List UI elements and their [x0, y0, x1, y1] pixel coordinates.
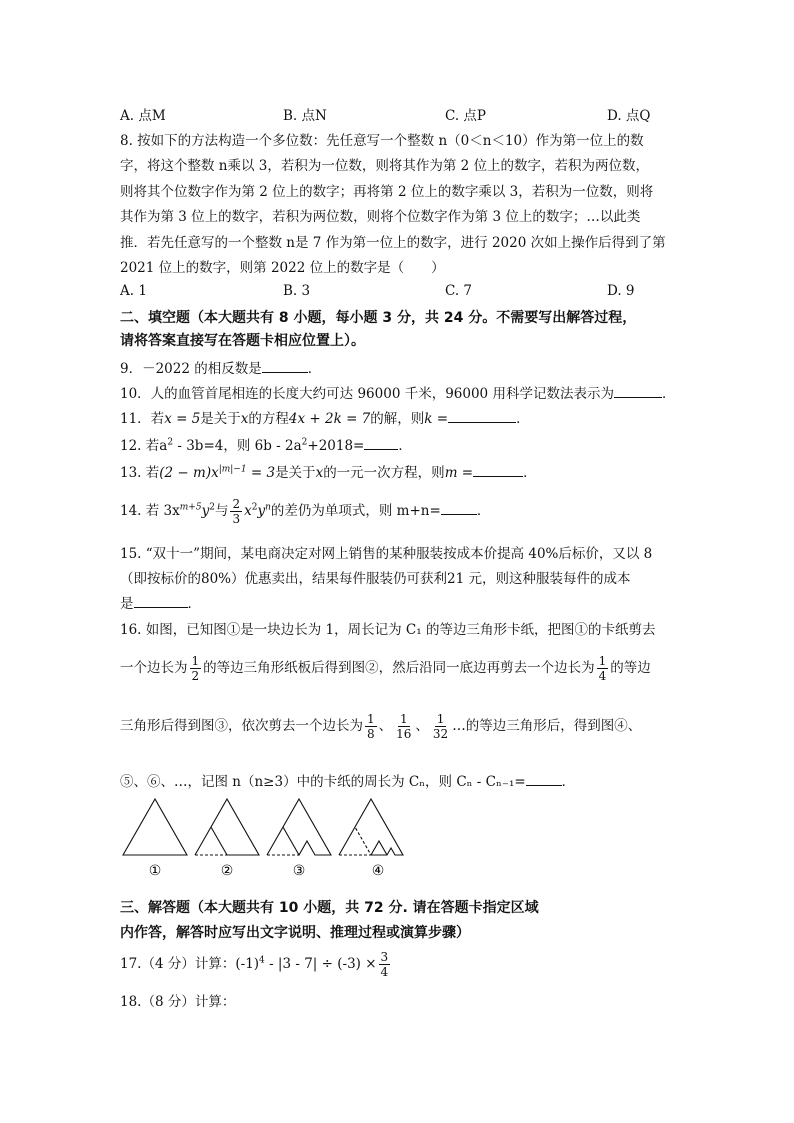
q12-answer-blank — [364, 437, 398, 450]
figure-3-shape — [267, 799, 331, 855]
q16-triangle-figures — [118, 795, 418, 881]
q17 — [120, 950, 392, 979]
q16-sep-1: 、 — [378, 718, 393, 734]
q16-l2-a: 一个边长为 — [120, 660, 188, 676]
q11-prefix: 11．若 — [120, 411, 165, 427]
q16-frac-half-num: 1 — [191, 654, 200, 668]
q16-f3-den: 32 — [432, 727, 449, 741]
q18: 18.（8 分）计算： — [120, 994, 236, 1010]
q15-answer-blank — [134, 595, 188, 608]
q16-line-2 — [120, 654, 651, 683]
q14-end: ． — [476, 503, 491, 519]
q9-answer-blank — [262, 360, 308, 373]
q11-k-equals: k = — [424, 411, 449, 427]
q13-end: ． — [523, 465, 537, 481]
q16-l2-b: 的等边三角形纸板后得到图②，然后沿同一底边再剪去一个边长为 — [203, 660, 595, 676]
section-3-heading-line-2: 内作答，解答时应写出文字说明、推理过程或演算步骤） — [120, 925, 470, 941]
q7-option-c: C. 点P — [445, 108, 487, 124]
q16-end: ． — [561, 774, 576, 790]
q11-x-value: x = 5 — [164, 411, 201, 427]
q16-frac-half — [190, 654, 202, 683]
q12-end: ． — [398, 438, 412, 454]
q14-and: 与 — [214, 503, 229, 519]
q16-f3-num: 1 — [436, 712, 445, 726]
q11-solution-word: 的解，则 — [370, 411, 425, 427]
q12-mid: - 3b=4，则 6b - 2a — [173, 438, 302, 454]
q12-exp-2: 2 — [301, 437, 308, 448]
q17-fraction — [379, 950, 391, 979]
q14-exp-m: m+5 — [179, 502, 202, 513]
q8-line-1: 8. 按如下的方法构造一个多位数：先任意写一个整数 n（0＜n＜10）作为第一位上的数 — [120, 133, 644, 149]
q12-exp-1: 2 — [167, 437, 174, 448]
q13-m-equals: m = — [444, 465, 474, 481]
q14-frac-num: 2 — [232, 497, 241, 511]
q7-option-d: D. 点Q — [607, 108, 651, 124]
q13 — [120, 461, 537, 481]
q16-l3-b: …的等边三角形后，得到图④、 — [452, 718, 642, 734]
q17-frac-num: 3 — [380, 950, 389, 964]
q16-line-1: 16. 如图，已知图①是一块边长为 1，周长记为 C₁ 的等边三角形卡纸，把图①的卡纸剪去 — [120, 622, 656, 638]
section-2-heading-line-2: 请将答案直接写在答题卡相应位置上）。 — [120, 333, 365, 349]
q15-end: ． — [187, 596, 201, 612]
q14-answer-blank — [441, 502, 477, 515]
q14-y: y — [201, 503, 210, 519]
q16-line-4 — [120, 770, 575, 790]
q11 — [120, 407, 530, 427]
q10-text: 10．人的血管首尾相连的长度大约可达 96000 千米，96000 用科学记数法表示为 — [120, 386, 614, 402]
q13-rhs: = 3 — [246, 465, 276, 481]
section-3-heading-line-1: 三、解答题（本大题共有 10 小题，共 72 分. 请在答题卡指定区域 — [120, 900, 539, 916]
q14 — [120, 497, 490, 526]
q15-line-2: （即按标价的80%）优惠卖出，结果每件服装仍可获利21 元，则这种服装每件的成本 — [120, 571, 631, 587]
q13-desc: 的一元一次方程，则 — [323, 465, 445, 481]
q16-f2-den: 16 — [396, 727, 412, 741]
q7-option-b: B. 点N — [283, 108, 327, 124]
q15-line-3-text: 是 — [120, 596, 134, 612]
q16-l4-text: ⑤、⑥、…，记图 n（n≥3）中的卡纸的周长为 Cₙ，则 Cₙ - Cₙ₋₁= — [120, 774, 526, 790]
q16-f1-num: 1 — [367, 712, 375, 726]
q17-prefix: 17.（4 分）计算： — [120, 956, 236, 972]
q11-answer-blank — [448, 410, 516, 423]
q16-frac-quarter-den: 4 — [598, 669, 607, 683]
q14-exp-y: 2 — [209, 502, 215, 513]
q15-line-3 — [120, 592, 201, 612]
q11-var-x: x — [240, 411, 249, 427]
q13-prefix: 13. 若 — [120, 465, 160, 481]
q12-a: a — [159, 438, 168, 454]
q12-prefix: 12. 若 — [120, 438, 160, 454]
q8-line-2: 字，将这个整数 n乘以 3，若积为一位数，则将其作为第 2 位上的数字，若积为两位数， — [120, 158, 650, 174]
q9-text: 9．－2022 的相反数是 — [120, 361, 262, 377]
q8-line-3: 则将其个位数字作为第 2 位上的数字；再将第 2 位上的数字乘以 3，若积为一位数，则将 — [120, 184, 654, 200]
q11-end: ． — [516, 411, 530, 427]
q16-line-3 — [120, 712, 641, 741]
q14-exp-x: 2 — [251, 502, 258, 513]
q16-frac-sixteenth — [394, 712, 413, 741]
q11-equation-word: 的方程 — [248, 411, 289, 427]
q16-frac-quarter — [597, 654, 609, 683]
q14-tail: 的差仍为单项式，则 m+n= — [270, 503, 441, 519]
q14-x: x — [244, 503, 252, 519]
q12 — [120, 434, 412, 454]
q17-exponent: 4 — [259, 955, 265, 966]
q8-option-b: B. 3 — [283, 283, 311, 299]
q8-option-c: C. 7 — [445, 283, 473, 299]
q7-option-a: A. 点M — [120, 108, 166, 124]
q8-option-d: D. 9 — [607, 283, 635, 299]
q16-answer-blank — [526, 773, 562, 786]
q9-end: ． — [307, 361, 322, 377]
figure-label-2: ② — [220, 863, 234, 879]
q17-base: (-1) — [235, 956, 260, 972]
q9 — [120, 357, 321, 377]
q14-y2: y — [257, 503, 266, 519]
q14-prefix: 14. 若 3x — [120, 503, 180, 519]
q10 — [120, 382, 675, 402]
figure-label-3: ③ — [292, 863, 306, 879]
section-2-heading-line-1: 二、填空题（本大题共有 8 小题，每小题 3 分，共 24 分。不需要写出解答过程， — [120, 310, 637, 326]
q11-about: 是关于 — [200, 411, 241, 427]
q16-frac-thirtysecond — [431, 712, 450, 741]
q16-frac-quarter-num: 1 — [598, 654, 607, 668]
q13-exponent: |m|−1 — [218, 464, 247, 475]
q16-l2-c: 的等边 — [610, 660, 651, 676]
q16-sep-2: 、 — [415, 718, 429, 734]
q14-frac-den: 3 — [232, 512, 241, 526]
figure-4-shape — [339, 799, 403, 855]
q8-line-4: 其作为第 3 位上的数字，若积为两位数，则将个位数字作为第 3 位上的数字；…以此类 — [120, 209, 641, 225]
q17-expr: - |3 - 7| ÷ (-3) × — [264, 956, 377, 972]
q14-fraction — [230, 497, 242, 526]
q11-equation: 4x + 2k = 7 — [288, 411, 371, 427]
q16-f2-num: 1 — [399, 712, 408, 726]
q16-l3-a: 三角形后得到图③，依次剪去一个边长为 — [120, 718, 363, 734]
q13-answer-blank — [473, 464, 523, 477]
q13-expr: (2 − m)x — [159, 465, 219, 481]
q16-frac-half-den: 2 — [191, 669, 200, 683]
q16-frac-eighth — [365, 712, 377, 741]
q14-exp-n: n — [265, 502, 271, 513]
figure-label-1: ① — [148, 863, 162, 879]
q8-line-6: 2021 位上的数字，则第 2022 位上的数字是（ ） — [120, 260, 445, 276]
figure-1-triangle — [123, 799, 187, 855]
q13-var-x: x — [315, 465, 324, 481]
q10-answer-blank — [614, 385, 662, 398]
q16-f1-den: 8 — [367, 727, 375, 741]
figure-2-shape — [195, 799, 259, 855]
q13-about: 是关于 — [275, 465, 316, 481]
q12-tail: +2018= — [307, 438, 365, 454]
q15-line-1: 15. “双十一”期间，某电商决定对网上销售的某种服装按成本价提高 40%后标价，又以 8 — [120, 546, 653, 562]
figure-label-4: ④ — [371, 863, 385, 879]
q17-frac-den: 4 — [380, 965, 389, 979]
q8-option-a: A. 1 — [120, 283, 147, 299]
q10-end: ． — [661, 386, 676, 402]
q8-line-5: 推．若先任意写的一个整数 n是 7 作为第一位上的数字，进行 2020 次如上操作后得到了第 — [120, 235, 666, 251]
